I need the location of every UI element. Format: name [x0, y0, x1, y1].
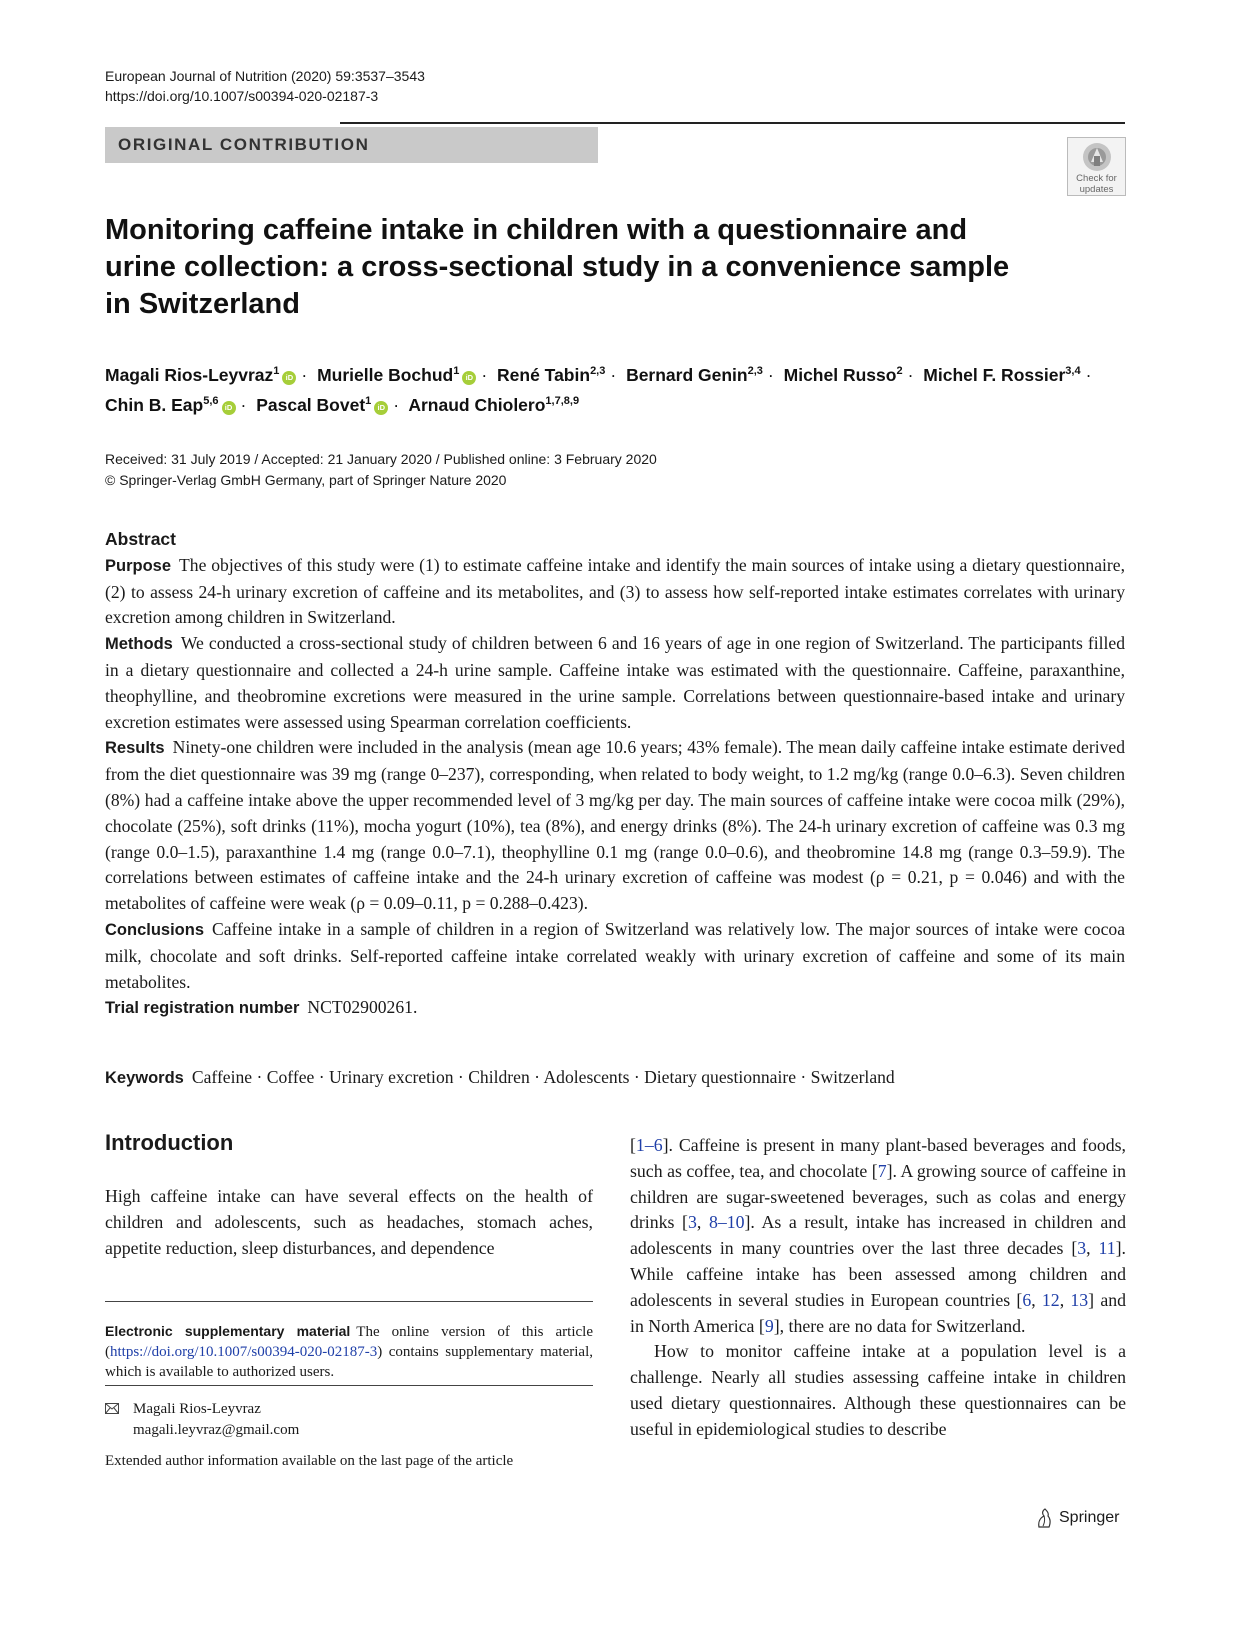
author-affiliation: 1,7,8,9: [545, 394, 580, 407]
author: [784, 365, 903, 385]
citation-link[interactable]: 8–10: [708, 1212, 745, 1233]
journal-header: [105, 66, 425, 106]
author-name: Pascal Bovet: [256, 394, 366, 415]
abstract-methods: [105, 631, 1125, 735]
abstract-heading: Abstract: [105, 529, 176, 549]
copyright-notice: © Springer-Verlag GmbH Germany, part of Springer Nature 2020: [105, 472, 507, 488]
body-text-segment: ]. As a result, intake has increased in children and adolescents in many countries over the last three decades [: [630, 1212, 1126, 1259]
author: [408, 395, 579, 415]
methods-label: Methods: [105, 635, 173, 654]
introduction-right-column: [630, 1133, 1126, 1443]
introduction-paragraph-2: [630, 1133, 1126, 1339]
citation-link[interactable]: 13: [1070, 1289, 1089, 1310]
keywords-text: Caffeine · Coffee · Urinary excretion · Children · Adolescents · Dietary questionnaire · Switzerland: [191, 1067, 895, 1087]
springer-horse-icon: [1036, 1508, 1052, 1528]
purpose-text: The objectives of this study were (1) to estimate caffeine intake and identify the main sources of intake using a dietary questionnaire, (2) to assess 24-h urinary excretion of caffeine and its metabolites, and (3) to assess how self-reported intake estimates correlates with urinary excretion among children in Switzerland.: [105, 554, 1125, 628]
body-text-segment: ]. While caffeine intake has been assessed among children and adolescents in several studies in European countries [: [630, 1238, 1127, 1310]
orcid-icon[interactable]: iD: [282, 371, 296, 385]
body-text-segment: ] and in North America [: [630, 1289, 1127, 1336]
author-name: Chin B. Eap: [105, 394, 204, 415]
citation-link[interactable]: 7: [877, 1160, 887, 1181]
extended-author-info: Extended author information available on the last page of the article: [105, 1453, 514, 1469]
author-affiliation: 2: [896, 365, 903, 377]
introduction-paragraph-3: How to monitor caffeine intake at a population level is a challenge. Nearly all studies assessing caffeine intake in children used dietary questionnaires. Although these questionnaires can be useful in epidemiological studies to describe: [630, 1341, 1126, 1439]
author-affiliation: 1: [365, 394, 372, 407]
check-updates-line1: Check for: [1076, 173, 1117, 184]
supplementary-link[interactable]: https://doi.org/10.1007/s00394-020-02187-3: [110, 1344, 378, 1360]
body-text-segment: ,: [1031, 1289, 1042, 1310]
introduction-heading: Introduction: [105, 1130, 234, 1155]
methods-text: We conducted a cross-sectional study of children between 6 and 16 years of age in one region of Switzerland. The participants filled in a dietary questionnaire and collected a 24-h urine sample. Caffeine intake was estimated with the questionnaire. Caffeine, paraxanthine, theophylline, and theobromine excretions were measured in the urine sample. Correlations between questionnaire-based intake and urinary excretion estimates were assessed using Spearman correlation coefficients.: [105, 633, 1125, 732]
supplementary-label: Electronic supplementary material: [105, 1323, 351, 1339]
author-affiliation: 2,3: [590, 365, 606, 377]
abstract: [105, 527, 1125, 1022]
author: [105, 395, 236, 415]
abstract-trial-registration: [105, 995, 1125, 1022]
citation-link[interactable]: 3: [687, 1212, 697, 1233]
section-label: ORIGINAL CONTRIBUTION: [105, 127, 598, 163]
trial-registration-label: Trial registration number: [105, 999, 300, 1018]
author-name: René Tabin: [497, 364, 591, 385]
author: [105, 365, 296, 385]
body-text-segment: [: [630, 1135, 636, 1155]
author-separator: ·: [907, 364, 914, 385]
author-separator: ·: [481, 364, 488, 385]
footnote-rule: [105, 1301, 593, 1302]
body-text-segment: ]. A growing source of caffeine in children are sugar-sweetened beverages, such as colas and energy drinks [: [630, 1160, 1127, 1233]
purpose-label: Purpose: [105, 556, 172, 575]
author-name: Magali Rios-Leyvraz: [105, 364, 274, 385]
author: [256, 395, 388, 415]
author-name: Michel F. Rossier: [923, 364, 1066, 385]
corresponding-author: [105, 1399, 299, 1441]
body-text-segment: ,: [1086, 1238, 1099, 1259]
author-separator: ·: [610, 364, 617, 385]
contact-email[interactable]: magali.leyvraz@gmail.com: [133, 1422, 300, 1438]
author-separator: ·: [767, 364, 774, 385]
contact-name: Magali Rios-Leyvraz: [133, 1401, 261, 1417]
author-affiliation: 1: [453, 365, 460, 377]
publication-history: Received: 31 July 2019 / Accepted: 21 January 2020 / Published online: 3 February 2020: [105, 451, 657, 467]
supplementary-material-note: [105, 1321, 593, 1382]
journal-citation: European Journal of Nutrition (2020) 59:3537–3543: [105, 68, 425, 84]
crossmark-icon: [1082, 142, 1112, 172]
introduction-left-column: [105, 1130, 593, 1261]
article-title: Monitoring caffeine intake in children with a questionnaire and urine collection: a cross-sectional study in a convenience sample in Switzerland: [105, 214, 1010, 320]
author-affiliation: 1: [273, 365, 280, 377]
author-name: Arnaud Chiolero: [408, 394, 546, 415]
author-separator: ·: [393, 394, 400, 415]
author: [923, 365, 1080, 385]
conclusions-label: Conclusions: [105, 920, 205, 939]
conclusions-text: Caffeine intake in a sample of children in a region of Switzerland was relatively low. The major sources of intake were cocoa milk, chocolate and soft drinks. Self-reported caffeine intake correlated weakly with urinary excretion of caffeine and some of its main metabolites.: [105, 918, 1125, 992]
author: [626, 365, 763, 385]
keywords-label: Keywords: [105, 1069, 184, 1087]
author-separator: ·: [240, 394, 247, 415]
author-affiliation: 5,6: [203, 394, 219, 407]
contact-rule: [105, 1385, 593, 1386]
journal-doi-link[interactable]: https://doi.org/10.1007/s00394-020-02187-3: [105, 88, 379, 104]
author-separator: ·: [1085, 364, 1092, 385]
introduction-paragraph-1: High caffeine intake can have several effects on the health of children and adolescents, such as headaches, stomach aches, appetite reduction, sleep disturbances, and dependence: [105, 1186, 593, 1258]
abstract-conclusions: [105, 917, 1125, 995]
body-text-segment: ]. Caffeine is present in many plant-based beverages and foods, such as coffee, tea, and chocolate [: [630, 1135, 1126, 1181]
header-rule: [340, 122, 1125, 124]
results-text: Ninety-one children were included in the analysis (mean age 10.6 years; 43% female). The mean daily caffeine intake estimate derived from the diet questionnaire was 39 mg (range 0–237), corresponding, when related to body weight, to 1.2 mg/kg (range 0.0–6.3). Seven children (8%) had a caffeine intake above the upper recommended level of 3 mg/kg per day. The main sources of caffeine intake were cocoa milk (29%), chocolate (25%), soft drinks (11%), mocha yogurt (10%), tea (8%), and energy drinks (8%). The 24-h urinary excretion of caffeine was 0.3 mg (range 0.0–1.5), paraxanthine 1.4 mg (range 0.0–7.1), theophylline 0.1 mg (range 0.0–0.6), and theobromine 14.8 mg (range 0.3–59.9). The correlations between estimates of caffeine intake and the 24-h urinary excretion of caffeine was modest (ρ = 0.21, p = 0.046) and with the metabolites of caffeine were weak (ρ = 0.09–0.11, p = 0.288–0.423).: [105, 737, 1125, 914]
check-updates-line2: updates: [1079, 184, 1114, 195]
body-text-segment: ,: [696, 1212, 709, 1233]
citation-link[interactable]: 3: [1077, 1238, 1087, 1259]
supplementary-text-before: The online version of this article (: [105, 1324, 593, 1360]
check-for-updates-badge[interactable]: [1067, 137, 1126, 196]
orcid-icon[interactable]: iD: [462, 371, 476, 385]
citation-link[interactable]: 1–6: [635, 1135, 663, 1155]
keywords: [105, 1064, 895, 1091]
abstract-results: [105, 735, 1125, 917]
citation-link[interactable]: 12: [1041, 1289, 1060, 1310]
citation-link[interactable]: 6: [1022, 1289, 1032, 1310]
envelope-icon: [105, 1403, 119, 1414]
citation-link[interactable]: 9: [764, 1315, 774, 1336]
author-name: Murielle Bochud: [317, 364, 454, 385]
orcid-icon[interactable]: iD: [222, 401, 236, 415]
citation-link[interactable]: 11: [1098, 1238, 1116, 1259]
author-name: Bernard Genin: [626, 364, 748, 385]
author-list: [105, 358, 1135, 418]
article-dates: [105, 449, 657, 491]
results-label: Results: [105, 739, 165, 758]
author: [497, 365, 605, 385]
author-separator: ·: [301, 364, 308, 385]
body-text-segment: ], there are no data for Switzerland.: [773, 1315, 1026, 1336]
author-name: Michel Russo: [783, 364, 897, 385]
author-affiliation: 3,4: [1065, 365, 1081, 377]
author-affiliation: 2,3: [747, 365, 763, 377]
publisher-name: Springer: [1059, 1509, 1120, 1526]
supplementary-text-after: ) contains supplementary material, which is available to authorized users.: [105, 1344, 593, 1380]
author: [317, 365, 476, 385]
trial-registration-number: NCT02900261.: [307, 997, 418, 1018]
abstract-purpose: [105, 553, 1125, 631]
publisher-logo: [1036, 1508, 1119, 1528]
body-text-segment: ,: [1059, 1289, 1071, 1310]
orcid-icon[interactable]: iD: [374, 401, 388, 415]
